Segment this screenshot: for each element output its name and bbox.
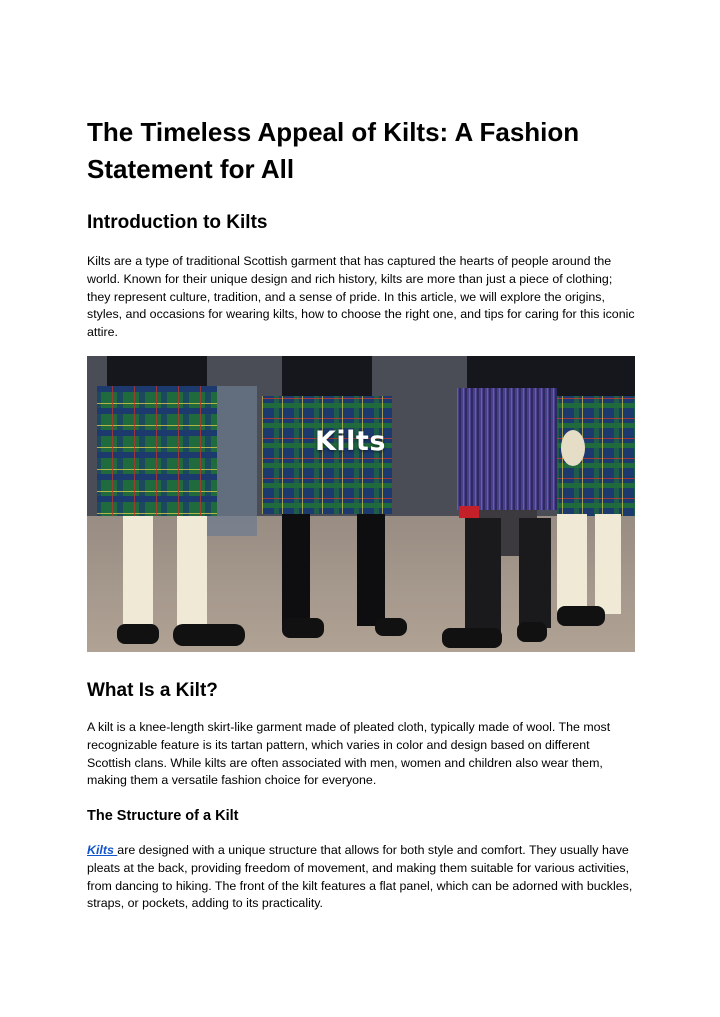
kilts-photo — [87, 356, 635, 652]
what-is-paragraph: A kilt is a knee-length skirt-like garment made of pleated cloth, typically made of wool. The most recognizable feature is its tartan pattern, which varies in color and design based on different Scottish clans. While kilts are often associated with men, women and children also wear them, making them a versatile fashion choice for everyone. — [87, 720, 611, 788]
kilts-hero-image — [87, 356, 635, 652]
page-title: The Timeless Appeal of Kilts: A Fashion Statement for All — [87, 117, 580, 184]
intro-heading: Introduction to Kilts — [87, 212, 268, 233]
intro-paragraph: Kilts are a type of traditional Scottish garment that has captured the hearts of people around the world. Known for their unique design and rich history, kilts are more than just a piece of clothing; they represent culture, tradition, and a sense of pride. In this article, we will explore the origins, styles, and occasions for wearing kilts, how to choose the right one, and tips for caring for this iconic attire. — [87, 254, 635, 340]
hero-caption: Kilts — [315, 426, 386, 457]
what-is-heading: What Is a Kilt? — [87, 680, 218, 701]
structure-heading: The Structure of a Kilt — [87, 808, 239, 824]
structure-body-text: are designed with a unique structure that allows for both style and comfort. They usually have pleats at the back, providing freedom of movement, and making them suitable for various activities, from dancing to hiking. The front of the kilt features a flat panel, which can be adorned with buckles, straps, or pockets, adding to its practicality. — [87, 843, 633, 911]
kilts-link[interactable]: Kilts — [87, 843, 118, 857]
structure-paragraph — [87, 842, 635, 913]
